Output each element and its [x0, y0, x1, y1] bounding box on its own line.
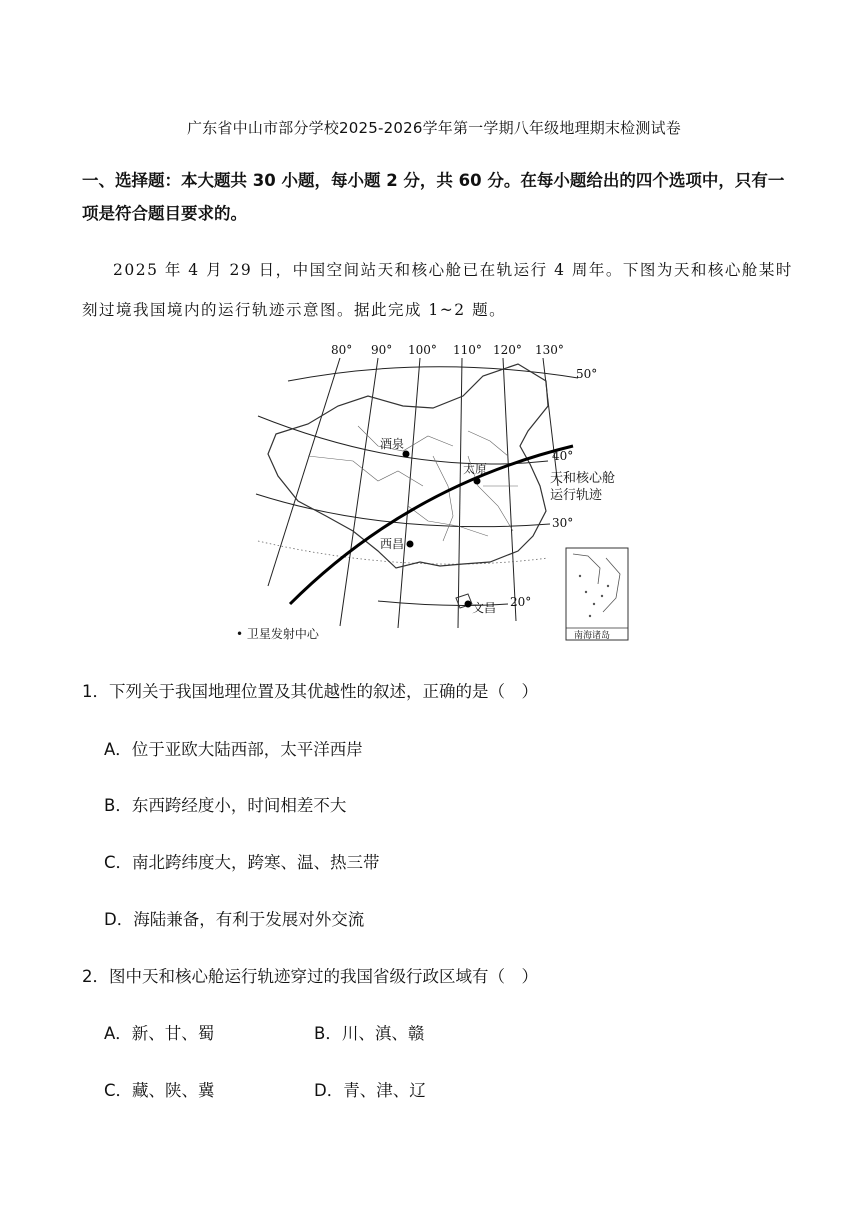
map-legend: • 卫星发射中心: [236, 627, 319, 641]
question-2-option-d[interactable]: D．青、津、辽: [314, 1081, 426, 1100]
latitude-line-30: [256, 494, 550, 527]
orbit-label-line2: 运行轨迹: [550, 488, 603, 503]
latitude-label-20: 20°: [510, 595, 532, 609]
meridian-110: [458, 358, 462, 628]
launch-site-taiyuan: [474, 478, 481, 485]
question-2-stem: 2．图中天和核心舱运行轨迹穿过的我国省级行政区域有（ ）: [82, 967, 538, 986]
question-2-option-a[interactable]: A．新、甘、蜀: [104, 1024, 215, 1043]
question-1-stem: 1．下列关于我国地理位置及其优越性的叙述，正确的是（ ）: [82, 682, 538, 701]
longitude-label-130: 130°: [535, 343, 564, 357]
meridian-130: [543, 358, 558, 486]
question-1-option-b[interactable]: B．东西跨经度小，时间相差不大: [104, 796, 347, 815]
inset-label: 南海诸岛: [574, 631, 611, 641]
place-label-taiyuan: 太原: [463, 462, 488, 476]
longitude-label-120: 120°: [493, 343, 522, 357]
place-label-jiuquan: 酒泉: [380, 437, 405, 451]
launch-site-wenchang: [465, 601, 472, 608]
launch-site-xichang: [407, 541, 414, 548]
longitude-label-110: 110°: [453, 343, 482, 357]
orbit-map: [228, 336, 640, 650]
meridian-80: [268, 358, 340, 586]
place-label-wenchang: 文昌: [472, 601, 497, 615]
question-2-option-c[interactable]: C．藏、陕、冀: [104, 1081, 215, 1100]
place-label-xichang: 西昌: [380, 537, 405, 551]
question-intro: 2025 年 4 月 29 日，中国空间站天和核心舱已在轨运行 4 周年。下图为天和核心舱某时刻过境我国境内的运行轨迹示意图。据此完成 1~2 题。: [82, 261, 793, 319]
document-title: 广东省中山市部分学校2025-2026学年第一学期八年级地理期末检测试卷: [187, 119, 681, 137]
orbit-label-line1: 天和核心舱: [550, 471, 616, 486]
longitude-label-100: 100°: [408, 343, 437, 357]
meridian-90: [340, 358, 378, 626]
longitude-label-80: 80°: [331, 343, 353, 357]
question-2-option-b[interactable]: B．川、滇、赣: [314, 1024, 425, 1043]
latitude-label-40: 40°: [552, 449, 574, 463]
latitude-label-30: 30°: [552, 516, 574, 530]
section-heading: 一、选择题：本大题共 30 小题，每小题 2 分，共 60 分。在每小题给出的四个选项中，只有一项是符合题目要求的。: [82, 171, 785, 223]
meridian-100: [398, 358, 420, 628]
question-1-option-a[interactable]: A．位于亚欧大陆西部，太平洋西岸: [104, 740, 363, 759]
latitude-label-50: 50°: [576, 367, 598, 381]
south-china-sea-inset: [566, 548, 628, 641]
question-1-option-c[interactable]: C．南北跨纬度大，跨寒、温、热三带: [104, 853, 380, 872]
launch-site-jiuquan: [403, 451, 410, 458]
longitude-label-90: 90°: [371, 343, 393, 357]
question-1-option-d[interactable]: D．海陆兼备，有利于发展对外交流: [104, 910, 365, 929]
meridian-120: [503, 358, 516, 621]
